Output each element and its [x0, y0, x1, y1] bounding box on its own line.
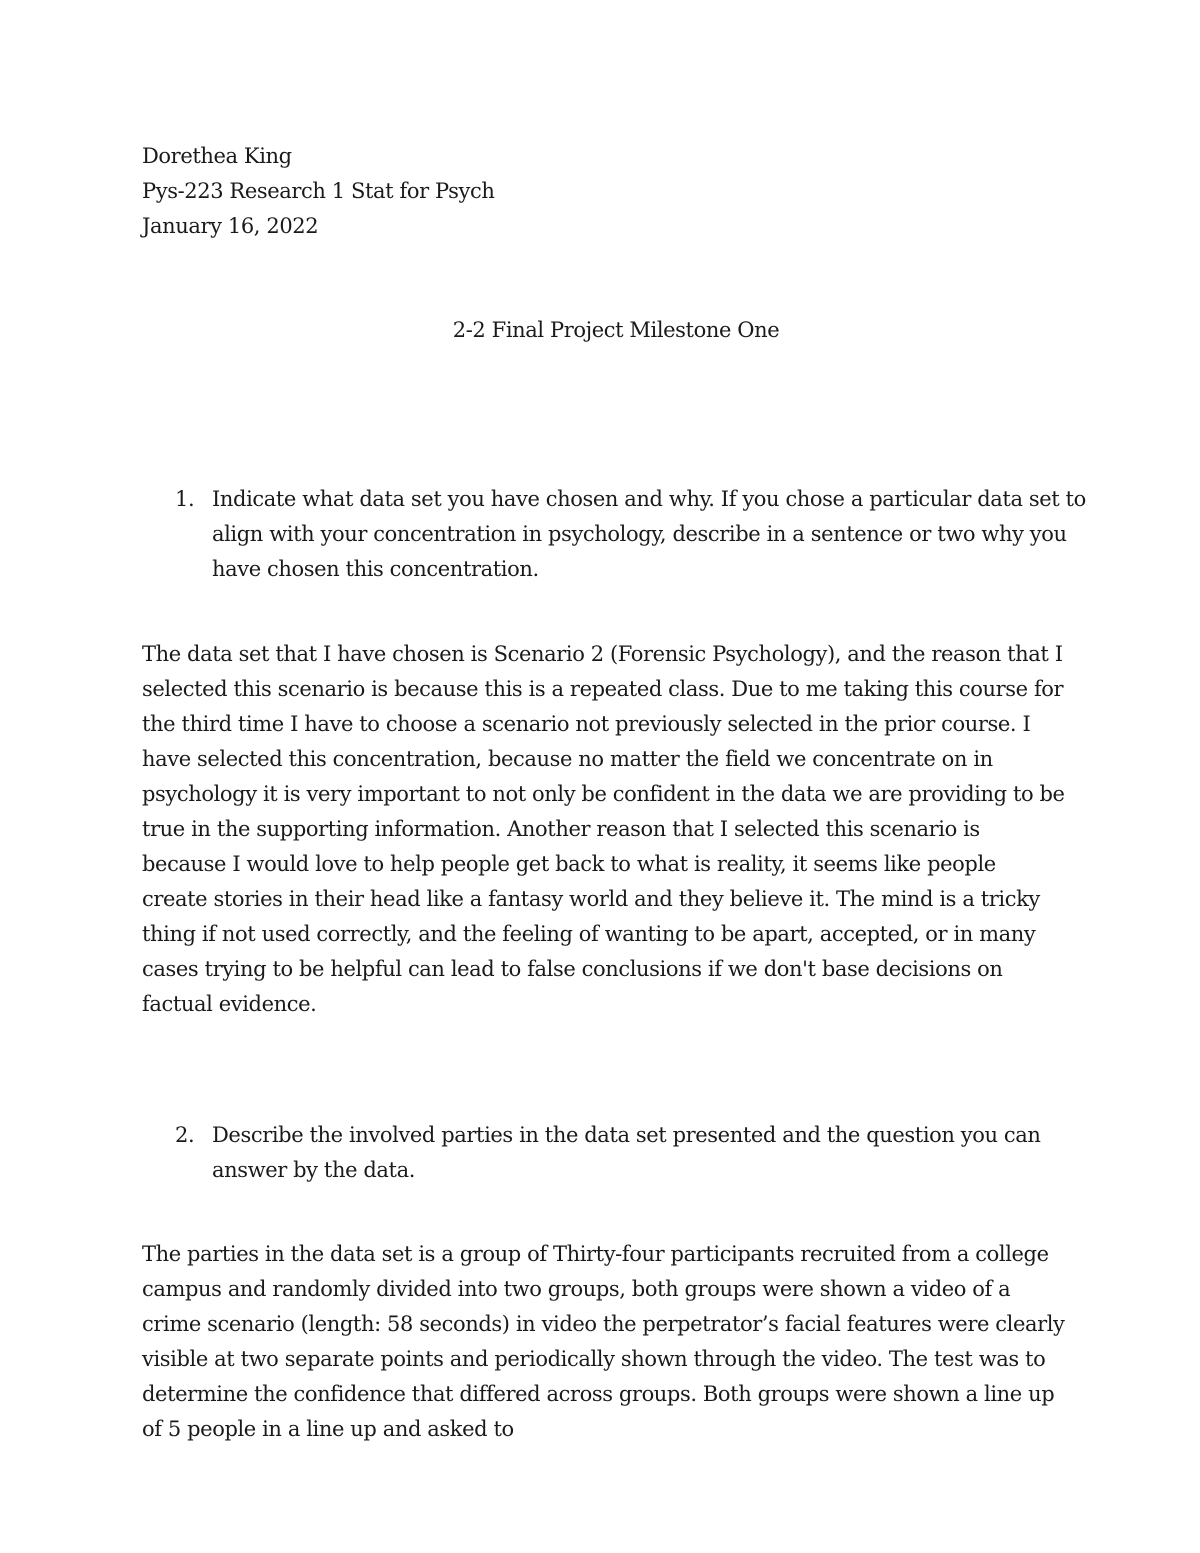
question-1-number: 1.: [175, 487, 195, 511]
question-2-number: 2.: [175, 1123, 195, 1147]
author-name: Dorethea King: [142, 144, 292, 168]
answer-1-paragraph: The data set that I have chosen is Scenario 2 (Forensic Psychology), and the reason that I selected this scenario is because this is a repeated class. Due to me taking this course for the third time I have to choose a scenario not previously selected in the prior course. I have selected this concentration, because no matter the field we concentrate on in psychology it is very important to not only be confident in the data we are providing to be true in the supporting information. Another reason that I selected this scenario is because I would love to help people get back to what is reality, it seems like people create stories in their head like a fantasy world and they believe it. The mind is a tricky thing if not used correctly, and the feeling of wanting to be apart, accepted, or in many cases trying to be helpful can lead to false conclusions if we don't base decisions on factual evidence.: [142, 642, 1065, 1016]
document-title: 2-2 Final Project Milestone One: [452, 318, 780, 342]
answer-2-paragraph: The parties in the data set is a group of Thirty-four participants recruited from a college campus and randomly divided into two groups, both groups were shown a video of a crime scenario (length: 58 seconds) in video the perpetrator’s facial features were clearly visible at two separate points and periodically shown through the video. The test was to determine the confidence that differed across groups. Both groups were shown a line up of 5 people in a line up and asked to: [142, 1242, 1065, 1441]
question-1-text: Indicate what data set you have chosen and why. If you chose a particular data set to align with your concentration in psychology, describe in a sentence or two why you have chosen this concentration.: [212, 487, 1086, 581]
document-date: January 16, 2022: [142, 214, 319, 238]
question-2-text: Describe the involved parties in the data set presented and the question you can answer by the data.: [212, 1123, 1041, 1182]
course-name: Pys-223 Research 1 Stat for Psych: [142, 179, 495, 203]
